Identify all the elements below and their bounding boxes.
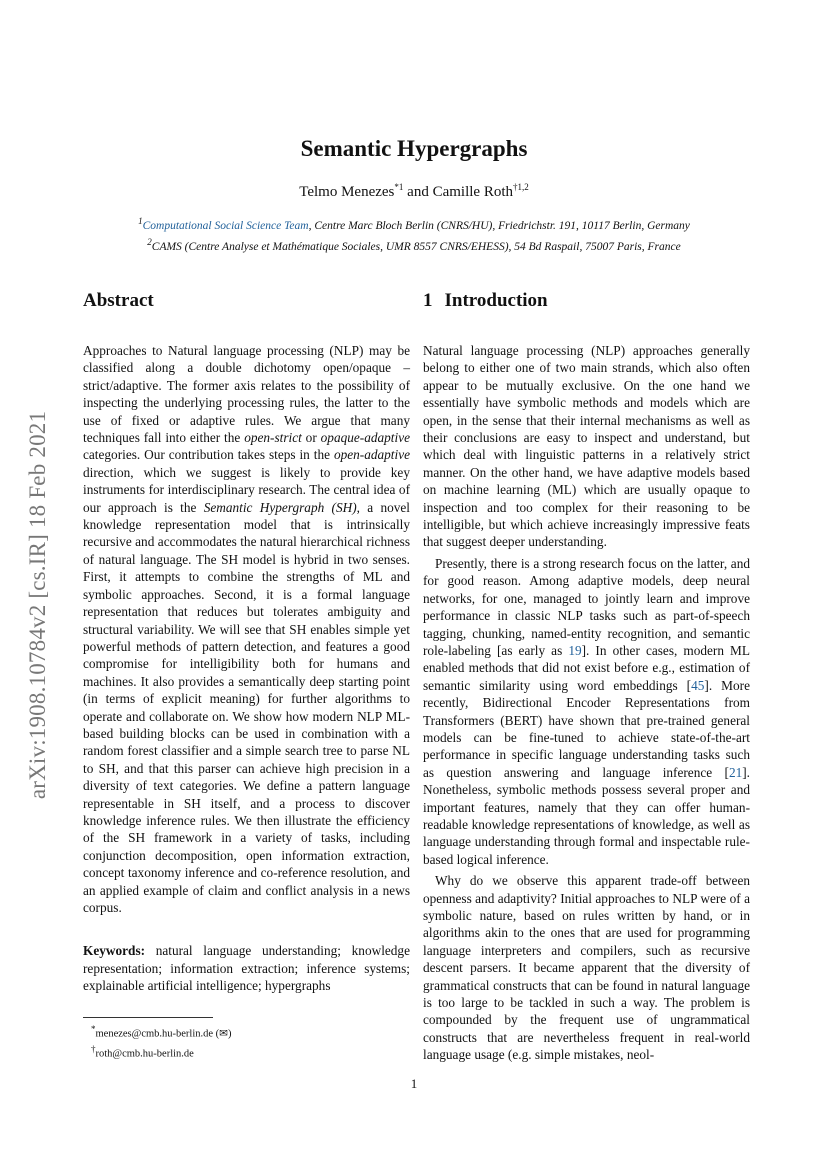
abstract-segment: categories. Our contribution takes steps in the (83, 447, 334, 463)
affiliation-1 (0, 213, 828, 234)
affiliation-1-link[interactable]: Computational Social Science Team (142, 219, 309, 232)
affiliation-1-text: , Centre Marc Bloch Berlin (CNRS/HU), Friedrichstr. 191, 10117 Berlin, Germany (308, 219, 690, 232)
citation-link[interactable]: 21 (728, 764, 743, 780)
footnote-divider (83, 1017, 213, 1018)
abstract-text (83, 342, 410, 916)
keywords (83, 942, 410, 994)
footnote-1-mark: * (91, 1024, 96, 1034)
abstract-emphasis: open-adaptive (333, 447, 410, 463)
paper-title: Semantic Hypergraphs (300, 136, 528, 161)
abstract-emphasis: open-strict (244, 430, 302, 446)
author-line (0, 182, 828, 201)
section-heading-introduction (423, 290, 750, 312)
intro-paragraph-3: Why do we observe this apparent trade-off between openness and adaptivity? Initial approaches to NLP were of a symbolic nature, based on rules written by hand, or in algorithms akin to the ones that are used for programming language interpreters and compilers, such as recursive descent parsers. It became apparent that the diversity of grammatical constructs that can be found in natural language is too large to be tackled in such a way. The problem is compounded by the frequent use of ungrammatical constructs that are nevertheless frequent in real-world language usage (e.g. simple mistakes, neol- (423, 873, 750, 1063)
citation-link[interactable]: 45 (691, 677, 705, 693)
affiliation-2-number: 2 (147, 236, 152, 247)
abstract-segment: direction, which we suggest is likely to provide key instruments for interdisciplinary research. The central idea of our approach is the (83, 464, 410, 515)
author-and: and (403, 184, 433, 200)
arxiv-sidebar-stamp (18, 350, 58, 860)
page-number: 1 (410, 1076, 418, 1091)
title-block (0, 136, 828, 255)
author-2-mark: †1,2 (513, 182, 529, 192)
section-title: Introduction (444, 290, 548, 311)
footnote-1-text: menezes@cmb.hu-berlin.de (✉) (95, 1028, 232, 1040)
abstract-heading: Abstract (83, 290, 154, 311)
footnote-2 (91, 1042, 231, 1062)
paragraph-segment: Presently, there is a strong research focus on the latter, and for good reason. Among adaptive models, deep neural networks, for one, managed to jointly learn and improve performance in classic NLP tasks such as part-of-speech tagging, chunking, named-entity recognition, and semantic role-labeling [as early as (423, 555, 750, 658)
intro-paragraph-1: Natural language processing (NLP) approaches generally belong to either one of two main strands, which also often appear to be mutually exclusive. On the one hand we essentially have symbolic methods and models which are open, in the sense that their internal mechanisms as well as their conclusions are easy to inspect and understand, but which deal with linguistic patterns in a relatively strict manner. On the other hand, we have adaptive models based on machine learning (ML) which are usually opaque to inspection and too complex for their reasoning to be intelligible, but which achieve increasingly impressive feats that suggest deeper understanding. (423, 343, 750, 550)
footnote-2-mark: † (91, 1043, 96, 1054)
abstract-emphasis: Semantic Hypergraph (SH) (203, 499, 357, 515)
footnote-2-text: roth@cmb.hu-berlin.de (95, 1048, 194, 1059)
abstract-emphasis: opaque-adaptive (320, 430, 410, 446)
abstract-segment: or (301, 430, 321, 446)
affiliation-1-number: 1 (138, 216, 143, 226)
abstract-segment: , a novel knowledge representation model that is intrinsically recursive and accommodates the natural hierarchical richness of natural language. The SH model is hybrid in two senses. First, it attempts to combine the strengths of ML and symbolic approaches. Second, it is a formal language representation that reduces but tolerates ambiguity and structural variability. We will see that SH enables simple yet powerful methods of pattern detection, and features a good compromise for intelligibility both for humans and machines. It also provides a semantically deep starting point (in terms of explicit meaning) for further algorithms to operate and collaborate on. We show how modern NLP ML-based building blocks can be used in combination with a random forest classifier and a simple search tree to parse NL to SH, and that this parser can achieve high precision in a diversity of text categories. We define a pattern language representable in SH itself, and a process to discover knowledge inference rules. We then illustrate the efficiency of the SH framework in a variety of tasks, including conjunction decomposition, open information extraction, concept taxonomy inference and co-reference resolution, and an applied example of claim and conflict analysis in a news corpus. (83, 499, 410, 915)
section-number: 1 (423, 290, 433, 311)
left-column (83, 290, 410, 995)
citation-link[interactable]: 19 (568, 642, 582, 658)
paragraph-segment: ]. Nonetheless, symbolic methods possess several proper and important features, namely that they can offer human-readable knowledge representations of knowledge, as well as language understanding through formal and inspectable rule-based logical inference. (423, 764, 750, 867)
footnote-1 (91, 1022, 231, 1042)
keywords-text: natural language understanding; knowledge representation; information extraction; inference systems; explainable artificial intelligence; hypergraphs (83, 943, 410, 994)
right-column (423, 290, 750, 1064)
footnotes (91, 1022, 231, 1061)
affiliation-2-text: CAMS (Centre Analyse et Mathématique Sociales, UMR 8557 CNRS/EHESS), 54 Bd Raspail, 75007 Paris, France (151, 240, 681, 253)
affiliation-2 (0, 234, 828, 255)
paragraph-segment: ]. More recently, Bidirectional Encoder Representations from Transformers (BERT) have shown that pre-trained general models can be fine-tuned to achieve state-of-the-art performance in specific language understanding tasks such as question answering and language inference [ (423, 677, 750, 780)
paragraph-segment: ]. In other cases, modern ML enabled methods that did not exist before e.g., estimation of semantic similarity using word embeddings [ (423, 642, 751, 693)
intro-paragraph-2 (423, 555, 750, 868)
author-1-mark: *1 (394, 182, 404, 192)
keywords-label: Keywords: (83, 943, 146, 959)
author-1: Telmo Menezes (299, 184, 395, 200)
abstract-segment: Approaches to Natural language processing (NLP) may be classified along a double dichotomy open/opaque – strict/adaptive. The former axis relates to the possibility of inspecting the underlying processing rules, the latter to the use of fixed or adaptive rules. We argue that many techniques fall into either the (83, 343, 410, 446)
author-2: Camille Roth (432, 184, 513, 200)
arxiv-id: arXiv:1908.10784v2 [cs.IR] 18 Feb 2021 (25, 410, 50, 800)
